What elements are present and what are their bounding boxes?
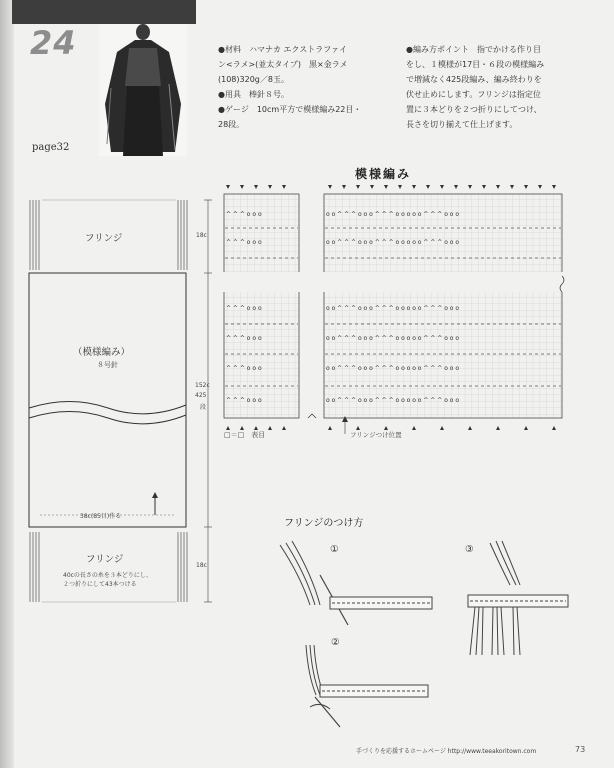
instruction-line: ●編み方ポイント 指でかける作り目 bbox=[406, 45, 541, 54]
length-cm: 152c bbox=[195, 382, 210, 389]
instructions-block bbox=[406, 42, 544, 132]
step-1-marker: ① bbox=[330, 544, 339, 555]
instruction-line: 置に３本どりを２つ折りにしてつけ、 bbox=[406, 105, 542, 114]
fringe-step-2 bbox=[306, 645, 428, 727]
svg-text:o o ^ ^ ^ o o o ^ ^ ^ o o o o: o o ^ ^ ^ o o o ^ ^ ^ o o o o o ^ ^ ^ o o o bbox=[326, 211, 460, 218]
body-outline bbox=[29, 273, 186, 527]
shawl-schematic bbox=[0, 190, 220, 610]
fringe-bottom-drawing bbox=[30, 532, 187, 602]
chart-top-markers bbox=[226, 185, 556, 189]
pattern-number: 24 bbox=[30, 24, 77, 62]
instruction-line: で増減なく425段編み、編み終わりを bbox=[406, 75, 542, 84]
instruction-line: をし、１模様が17目・６段の模様編み bbox=[406, 60, 545, 69]
instruction-line: 長さを切り揃えて仕上げます。 bbox=[406, 120, 518, 129]
svg-text:o o ^ ^ ^ o o o ^ ^ ^ o o o o: o o ^ ^ ^ o o o ^ ^ ^ o o o o o ^ ^ ^ o o o bbox=[326, 397, 460, 404]
fringe-note-2: ２つ折りにして43本つける bbox=[63, 581, 137, 588]
svg-text:o o ^ ^ ^ o o o ^ ^ ^ o o o o: o o ^ ^ ^ o o o ^ ^ ^ o o o o o ^ ^ ^ o o o bbox=[326, 239, 460, 246]
break-line-bottom bbox=[29, 412, 186, 424]
footer-url: 手づくりを応援するホームページ http://www.teeakoritown.com bbox=[356, 748, 537, 755]
needle-label: ８号針 bbox=[97, 361, 118, 369]
page-reference: page32 bbox=[32, 142, 70, 153]
fringe-step-1 bbox=[280, 541, 432, 625]
fringe-position-label: フリンジつけ位置 bbox=[350, 431, 402, 439]
spec-line: ン<ラメ>(並太タイプ) 黒×金ラメ bbox=[218, 60, 348, 69]
fringe-step-3 bbox=[468, 541, 568, 655]
fringe-length-bottom: 18c bbox=[196, 562, 207, 569]
step-2-marker: ② bbox=[331, 637, 340, 648]
svg-text:^ ^ ^ o o o: ^ ^ ^ o o o bbox=[226, 365, 262, 372]
model-photo bbox=[99, 24, 187, 156]
fringe-steps-drawing bbox=[270, 535, 590, 735]
step-3-marker: ③ bbox=[465, 544, 474, 555]
fringe-note-1: 40cの長さの糸を３本どりにし、 bbox=[63, 572, 152, 579]
body-title: （模様編み） bbox=[73, 347, 131, 358]
spec-line: (108)320g／8玉。 bbox=[218, 75, 289, 84]
svg-text:o o ^ ^ ^ o o o ^ ^ ^ o o o o: o o ^ ^ ^ o o o ^ ^ ^ o o o o o ^ ^ ^ o o o bbox=[326, 335, 460, 342]
spec-line: 28段。 bbox=[218, 120, 245, 129]
spec-line: ●材料 ハマナカ エクストラファイ bbox=[218, 45, 348, 54]
svg-text:^ ^ ^ o o o: ^ ^ ^ o o o bbox=[226, 335, 262, 342]
fringe-bottom-label: フリンジ bbox=[86, 554, 124, 565]
svg-text:^ ^ ^ o o o: ^ ^ ^ o o o bbox=[226, 239, 262, 246]
break-line-top bbox=[29, 402, 186, 414]
svg-text:^ ^ ^ o o o: ^ ^ ^ o o o bbox=[226, 397, 262, 404]
fringe-method-title: フリンジのつけ方 bbox=[284, 518, 364, 529]
instruction-line: 伏せ止めにします。フリンジは指定位 bbox=[406, 90, 541, 99]
length-unit: 段 bbox=[200, 404, 207, 411]
chart-legend: □＝□ 表目 bbox=[224, 431, 266, 439]
stitch-chart bbox=[220, 180, 580, 440]
length-rows: 425 bbox=[195, 392, 207, 399]
materials-block bbox=[218, 42, 361, 132]
fringe-length-top: 18c bbox=[196, 232, 207, 239]
page-number: 73 bbox=[575, 745, 586, 754]
width-label: 38c(85目)作る bbox=[80, 513, 122, 520]
svg-text:o o ^ ^ ^ o o o ^ ^ ^ o o o o: o o ^ ^ ^ o o o ^ ^ ^ o o o o o ^ ^ ^ o o o bbox=[326, 365, 460, 372]
svg-text:^ ^ ^ o o o: ^ ^ ^ o o o bbox=[226, 305, 262, 312]
chart-title: 模様編み bbox=[355, 167, 412, 181]
spec-line: ●ゲージ 10cm平方で模様編み22目・ bbox=[218, 105, 362, 114]
svg-text:o o ^ ^ ^ o o o ^ ^ ^ o o o o: o o ^ ^ ^ o o o ^ ^ ^ o o o o o ^ ^ ^ o o o bbox=[326, 305, 460, 312]
header-band bbox=[12, 0, 196, 24]
spec-line: ●用具 棒針８号。 bbox=[218, 90, 289, 99]
svg-text:^ ^ ^ o o o: ^ ^ ^ o o o bbox=[226, 211, 262, 218]
fringe-top-label: フリンジ bbox=[85, 233, 123, 244]
